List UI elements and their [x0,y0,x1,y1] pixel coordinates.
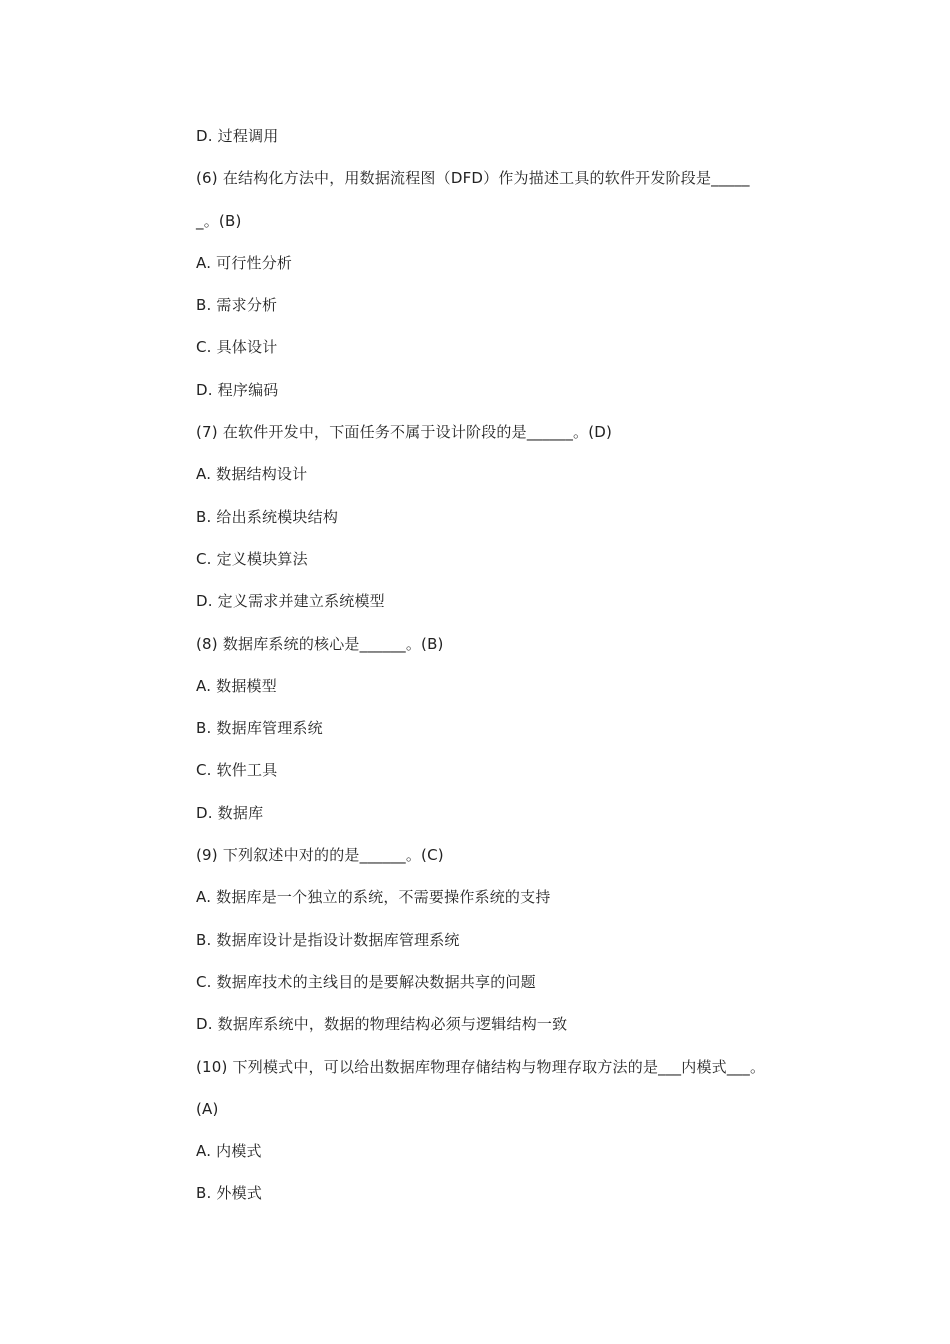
question-6-line: (6) 在结构化方法中，用数据流程图（DFD）作为描述工具的软件开发阶段是_____ [196,169,750,188]
option-a-line: A. 数据库是一个独立的系统，不需要操作系统的支持 [196,888,551,907]
option-a-line: A. 数据结构设计 [196,465,308,484]
option-d-line: D. 定义需求并建立系统模型 [196,592,385,611]
question-6-continuation: _。(B) [196,211,242,230]
option-b-line: B. 需求分析 [196,296,278,315]
option-c-line: C. 具体设计 [196,338,278,357]
option-d-line: D. 数据库系统中，数据的物理结构必须与逻辑结构一致 [196,1015,568,1034]
option-b-line: B. 数据库管理系统 [196,719,323,738]
option-d-line: D. 过程调用 [196,127,279,145]
question-9-line: (9) 下列叙述中对的的是______。(C) [196,846,444,865]
option-c-line: C. 软件工具 [196,761,278,780]
option-b-line: B. 给出系统模块结构 [196,507,339,526]
option-c-line: C. 数据库技术的主线目的是要解决数据共享的问题 [196,972,536,991]
option-a-line: A. 数据模型 [196,676,277,695]
option-b-line: B. 外模式 [196,1184,263,1203]
option-a-line: A. 内模式 [196,1142,262,1161]
question-7-line: (7) 在软件开发中，下面任务不属于设计阶段的是______。(D) [196,423,613,442]
question-8-line: (8) 数据库系统的核心是______。(B) [196,634,444,653]
option-c-line: C. 定义模块算法 [196,549,308,568]
question-10-answer: (A) [196,1099,219,1118]
option-a-line: A. 可行性分析 [196,253,293,272]
question-10-line: (10) 下列模式中，可以给出数据库物理存储结构与物理存取方法的是___内模式___。 [196,1057,766,1076]
option-d-line: D. 程序编码 [196,380,279,399]
option-d-line: D. 数据库 [196,803,264,822]
question-list [196,124,836,1224]
option-b-line: B. 数据库设计是指设计数据库管理系统 [196,930,460,949]
